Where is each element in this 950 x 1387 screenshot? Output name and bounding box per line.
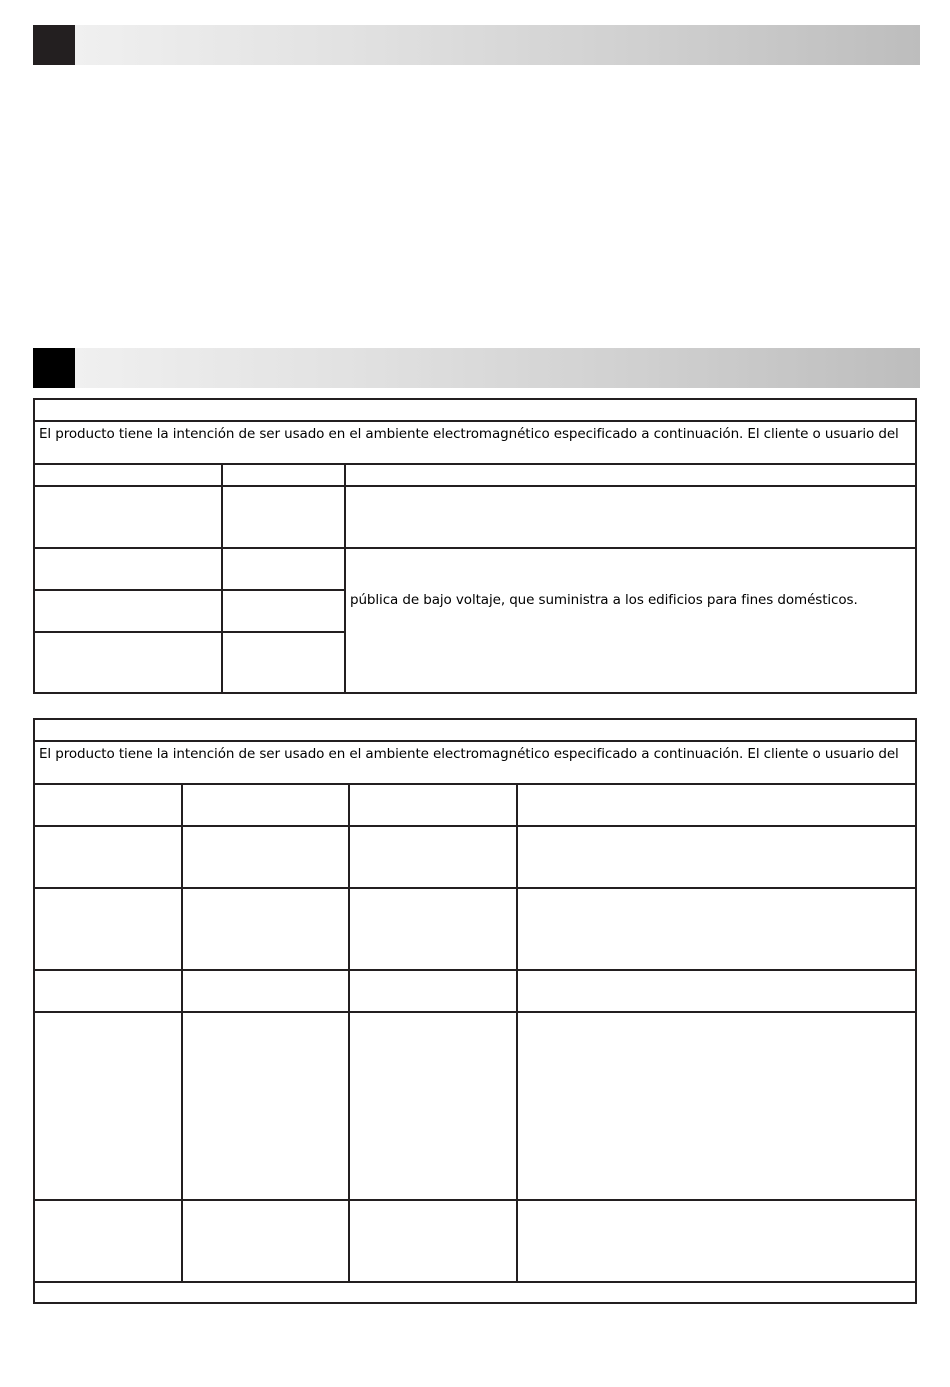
- table1-header-top: [35, 463, 915, 465]
- table1-row3-bottom: [35, 631, 345, 633]
- table1-row2-bottom: [35, 589, 345, 591]
- table1-col2-divider: [344, 463, 346, 694]
- table2-row5-bottom: [35, 1281, 915, 1283]
- table2-intro-text: El producto tiene la intención de ser usado en el ambiente electromagnético especificado a continuación. El cliente o usuario del: [39, 746, 899, 762]
- table1-intro-text: El producto tiene la intención de ser usado en el ambiente electromagnético especificado a continuación. El cliente o usuario del: [39, 426, 899, 442]
- table1-merged-cell-text: pública de bajo voltaje, que suministra a los edificios para fines domésticos.: [350, 592, 858, 608]
- table2-col2-divider: [348, 783, 350, 1283]
- table2-header-bottom: [35, 825, 915, 827]
- section-number-box-2: [33, 348, 75, 388]
- table1-header-bottom: [35, 485, 915, 487]
- table2-header-top: [35, 783, 915, 785]
- immunity-table: [33, 718, 917, 1304]
- table1-row1-bottom: [35, 547, 915, 549]
- table1-title-divider: [35, 420, 915, 422]
- table2-col1-divider: [181, 783, 183, 1283]
- table2-row2-bottom: [35, 969, 915, 971]
- section-header-bar-2: [33, 348, 920, 388]
- table2-row1-bottom: [35, 887, 915, 889]
- table2-title-divider: [35, 740, 915, 742]
- table2-col3-divider: [516, 783, 518, 1283]
- emissions-table: [33, 398, 917, 694]
- section-header-bar-1: [33, 25, 920, 65]
- section-number-box-1: [33, 25, 75, 65]
- table2-row4-bottom: [35, 1199, 915, 1201]
- table1-col1-divider: [221, 463, 223, 694]
- table2-row3-bottom: [35, 1011, 915, 1013]
